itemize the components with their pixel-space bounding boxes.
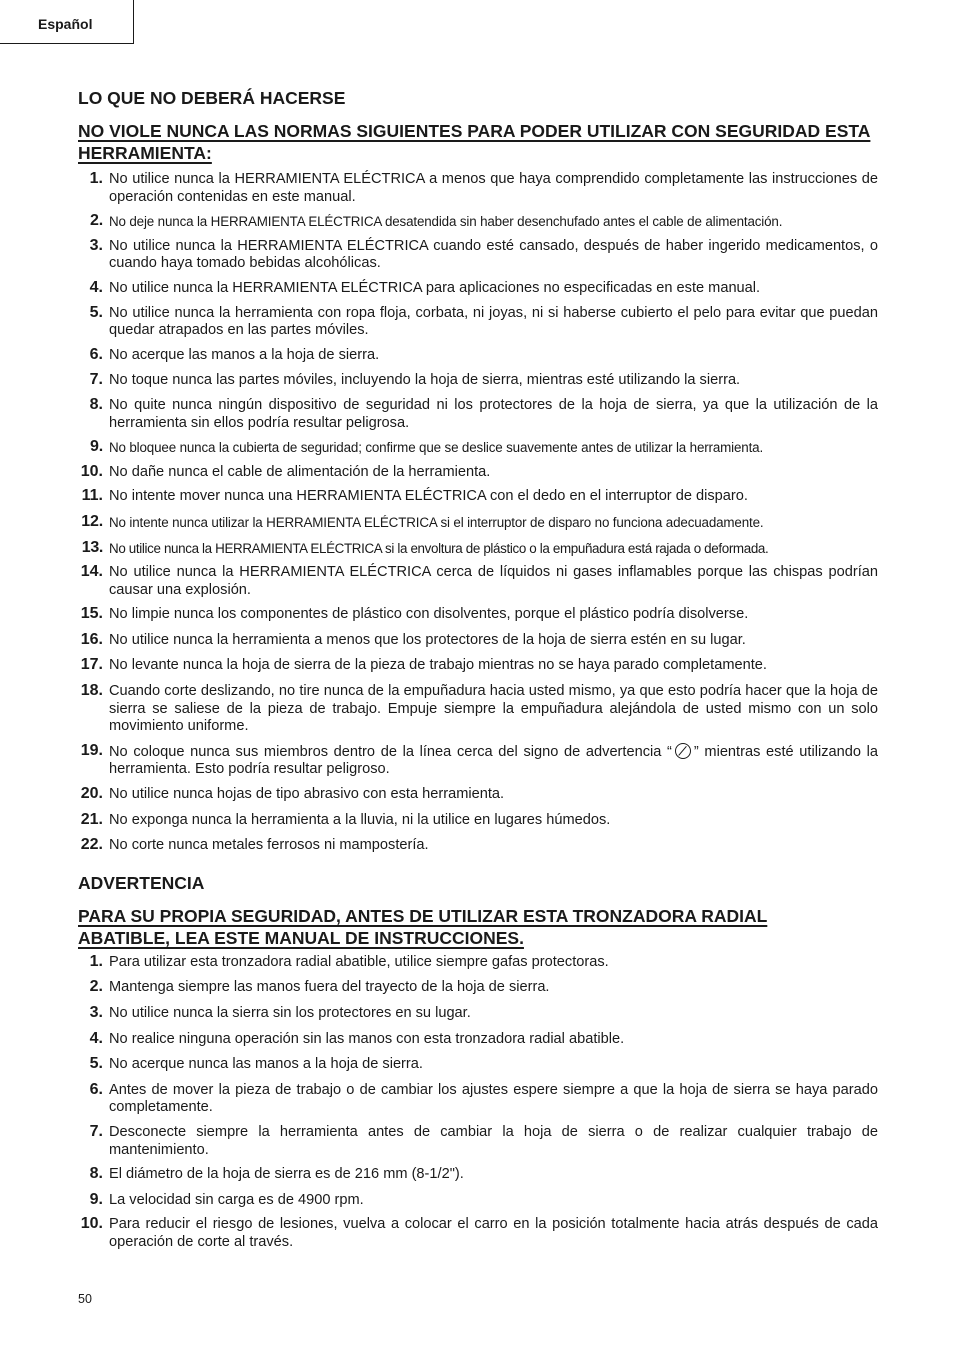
list-item: 8. No quite nunca ningún dispositivo de seguridad ni los protectores de la hoja de sierra, ya que la utilización de la herramienta sin ellos podría resultar peligrosa. <box>89 395 878 431</box>
list-item: 2. No deje nunca la HERRAMIENTA ELÉCTRICA desatendida sin haber desenchufado antes el cable de alimentación. <box>89 212 783 230</box>
list-item: 11. No intente mover nunca una HERRAMIENTA ELÉCTRICA con el dedo en el interruptor de disparo. <box>81 487 748 505</box>
list-item: 7. No toque nunca las partes móviles, incluyendo la hoja de sierra, mientras esté utilizando la sierra. <box>89 371 741 389</box>
list-item: 4. No utilice nunca la HERRAMIENTA ELÉCTRICA para aplicaciones no especificadas en este manual. <box>89 278 761 296</box>
list-item: 10. No dañe nunca el cable de alimentación de la herramienta. <box>80 462 491 480</box>
list-item: 18. Cuando corte deslizando, no tire nunca de la empuñadura hacia usted mismo, ya que esto podría hacer que la hoja de sierra se saliese de la pieza de trabajo. Empuje siempre la empuñadura alejándola de usted mismo con un solo movimiento uniforme. <box>80 682 878 735</box>
list-item: 12. No intente nunca utilizar la HERRAMIENTA ELÉCTRICA si el interruptor de disparo no funciona adecuadamente. <box>81 512 764 530</box>
list-item: 19. No coloque nunca sus miembros dentro de la línea cerca del signo de advertencia “ ” mientras esté utilizando la herramienta. Esto podría resultar peligroso. <box>80 741 878 778</box>
page-content <box>78 88 878 1252</box>
section1-list <box>78 171 878 855</box>
warning-sign-icon <box>675 743 691 759</box>
list-item: 22. No corte nunca metales ferrosos ni mampostería. <box>80 836 429 854</box>
section2-list <box>78 954 878 1252</box>
list-item: 1. No utilice nunca la HERRAMIENTA ELÉCTRICA a menos que haya comprendido completamente las instrucciones de operación contenidas en este manual. <box>89 170 878 205</box>
list-item: 6. No acerque las manos a la hoja de sierra. <box>89 345 380 363</box>
list-item: 9. La velocidad sin carga es de 4900 rpm. <box>89 1190 364 1208</box>
list-item: 3. No utilice nunca la sierra sin los protectores en su lugar. <box>89 1004 471 1021</box>
list-item: 1. Para utilizar esta tronzadora radial abatible, utilice siempre gafas protectoras. <box>89 952 609 970</box>
section2-subtitle: PARA SU PROPIA SEGURIDAD, ANTES DE UTILIZAR ESTA TRONZADORA RADIAL ABATIBLE, LEA ESTE MANUAL DE INSTRUCCIONES. <box>78 905 768 948</box>
language-tab <box>0 0 134 44</box>
list-item: 5. No acerque nunca las manos a la hoja de sierra. <box>89 1055 423 1073</box>
list-item: 6. Antes de mover la pieza de trabajo o de cambiar los ajustes espere siempre a que la hoja de sierra se haya parado completamente. <box>89 1080 878 1116</box>
list-item: 7. Desconecte siempre la herramienta antes de cambiar la hoja de sierra o de realizar cualquier trabajo de mantenimiento. <box>89 1122 878 1158</box>
list-item: 2. Mantenga siempre las manos fuera del trayecto de la hoja de sierra. <box>89 978 550 996</box>
list-item: 16. No utilice nunca la herramienta a menos que los protectores de la hoja de sierra estén en su lugar. <box>80 630 746 648</box>
list-item: 15. No limpie nunca los componentes de plástico con disolventes, porque el plástico podría disolverse. <box>80 605 749 623</box>
section1-subtitle: NO VIOLE NUNCA LAS NORMAS SIGUIENTES PARA PODER UTILIZAR CON SEGURIDAD ESTA HERRAMIENTA: <box>78 121 871 163</box>
section2-title: ADVERTENCIA <box>78 872 205 893</box>
list-item: 13. No utilice nunca la HERRAMIENTA ELÉCTRICA si la envoltura de plástico o la empuñadura está rajada o deformada. <box>81 538 769 556</box>
list-item: 3. No utilice nunca la HERRAMIENTA ELÉCTRICA cuando esté cansado, después de haber ingerido medicamentos, o cuando haya tomado bebidas alcohólicas. <box>89 236 878 272</box>
list-item: 9. No bloquee nunca la cubierta de seguridad; confirme que se deslice suavemente antes de utilizar la herramienta. <box>89 438 764 456</box>
list-item: 10. Para reducir el riesgo de lesiones, vuelva a colocar el carro en la posición totalmente hacia atrás después de cada operación de corte al través. <box>80 1215 878 1250</box>
list-item: 21. No exponga nunca la herramienta a la lluvia, ni la utilice en lugares húmedos. <box>80 810 611 828</box>
list-item: 20. No utilice nunca hojas de tipo abrasivo con esta herramienta. <box>80 785 505 803</box>
list-item: 5. No utilice nunca la herramienta con ropa floja, corbata, ni joyas, ni si haberse cubierto el pelo para evitar que puedan quedar atrapados en las partes móviles. <box>89 303 878 339</box>
language-label: Español <box>38 16 93 32</box>
section1-title: LO QUE NO DEBERÁ HACERSE <box>78 88 346 108</box>
list-item: 14. No utilice nunca la HERRAMIENTA ELÉCTRICA cerca de líquidos ni gases inflamables porque las chispas podrían causar una explosión. <box>80 563 878 598</box>
page-number: 50 <box>78 1292 92 1306</box>
list-item: 4. No realice ninguna operación sin las manos con esta tronzadora radial abatible. <box>89 1029 625 1047</box>
list-item: 17. No levante nunca la hoja de sierra de la pieza de trabajo mientras no se haya parado completamente. <box>80 656 767 674</box>
list-item: 8. El diámetro de la hoja de sierra es de 216 mm (8-1/2"). <box>89 1165 464 1183</box>
